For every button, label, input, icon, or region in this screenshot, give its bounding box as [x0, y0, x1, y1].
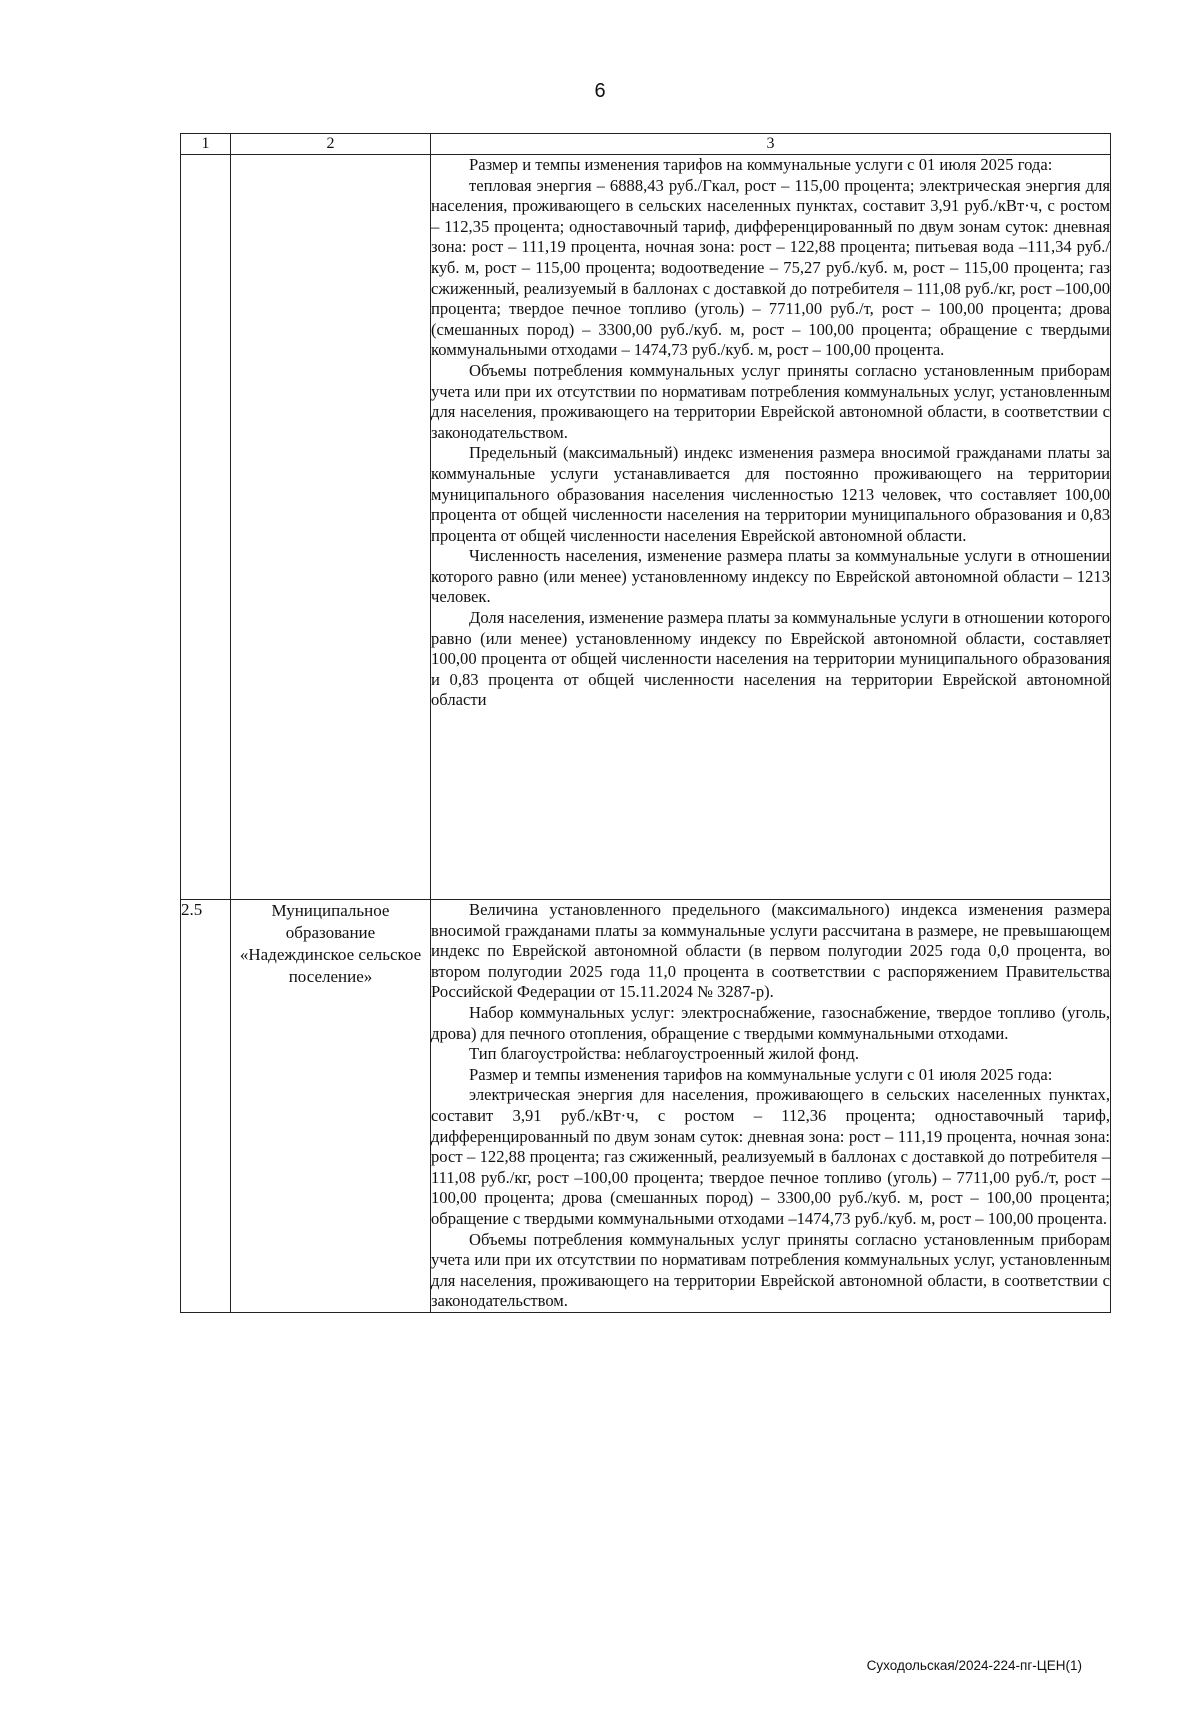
paragraph: Тип благоустройства: неблагоустроенный жилой фонд. — [469, 1044, 859, 1064]
table-header-row — [181, 134, 1111, 155]
document-reference-footer: Суходольская/2024-224-пг-ЦЕН(1) — [866, 1658, 1082, 1673]
page-number: 6 — [594, 80, 606, 102]
paragraph: Предельный (максимальный) индекс изменения размера вносимой гражданами платы за коммунальные услуги устанавливается для постоянно проживающего на территории муниципального образования населения численностью 1213 человек, что составляет 100,00 процента от общей численности населения на территории муниципального образования и 0,83 процента от общей численности населения Еврейской автономной области. — [431, 443, 1110, 545]
paragraph: Объемы потребления коммунальных услуг приняты согласно установленным приборам учета или при их отсутствии по нормативам потребления коммунальных услуг, установленным для населения, проживающего на территории Еврейской автономной области, в соответствии с законодательством. — [431, 1229, 1110, 1311]
table-row — [181, 900, 1111, 1313]
paragraph: электрическая энергия для населения, проживающего в сельских населенных пунктах, составит 3,91 руб./кВт·ч, с ростом – 112,36 процента; одноставочный тариф, дифференцированный по двум зонам суток: дневная зона: рост – 111,19 процента, ночная зона: рост – 122,88 процента; газ сжиженный, реализуемый в баллонах с доставкой до потребителя – 111,08 руб./кг, рост –100,00 процента; твердое печное топливо (уголь) – 7711,00 руб./т, рост – 100,00 процента; дрова (смешанных пород) – 3300,00 руб./куб. м, рост – 100,00 процента; обращение с твердыми коммунальными отходами –1474,73 руб./куб. м, рост – 100,00 процента. — [431, 1085, 1110, 1228]
municipality-name — [231, 155, 431, 900]
paragraph: Величина установленного предельного (максимального) индекса изменения размера вносимой гражданами платы за коммунальные услуги рассчитана в размере, не превышающем индекс по Еврейской автономной области (в первом полугодии 2025 года 0,0 процента, во втором полугодии 2025 года 11,0 процента в соответствии с распоряжением Правительства Российской Федерации от 15.11.2024 № 3287-р). — [431, 900, 1110, 1002]
paragraph: Размер и темпы изменения тарифов на коммунальные услуги с 01 июля 2025 года: — [469, 1064, 1053, 1084]
row-description — [431, 155, 1111, 900]
table-row — [181, 155, 1111, 900]
row-number — [181, 155, 231, 900]
tariff-table — [180, 133, 1111, 1313]
column-header-2: 2 — [231, 134, 431, 155]
municipality-name: Муниципальное образование «Надеждинское сельское поселение» — [231, 900, 431, 1313]
paragraph: Численность населения, изменение размера платы за коммунальные услуги в отношении которого равно (или менее) установленному индексу по Еврейской автономной области – 1213 человек. — [431, 546, 1110, 607]
row-number: 2.5 — [181, 900, 231, 1313]
column-header-3: 3 — [431, 134, 1111, 155]
paragraph: Доля населения, изменение размера платы за коммунальные услуги в отношении которого равно (или менее) установленному индексу по Еврейской автономной области, составляет 100,00 процента от общей численности населения на территории муниципального образования и 0,83 процента от общей численности населения на территории Еврейской автономной области — [431, 608, 1110, 710]
paragraph: Размер и темпы изменения тарифов на коммунальные услуги с 01 июля 2025 года: — [469, 155, 1053, 174]
paragraph: Набор коммунальных услуг: электроснабжение, газоснабжение, твердое топливо (уголь, дрова) для печного отопления, обращение с твердыми коммунальными отходами. — [431, 1002, 1110, 1043]
column-header-1: 1 — [181, 134, 231, 155]
paragraph: тепловая энергия – 6888,43 руб./Гкал, рост – 115,00 процента; электрическая энергия для населения, проживающего в сельских населенных пунктах, составит 3,91 руб./кВт·ч, с ростом – 112,35 процента; одноставочный тариф, дифференцированный по двум зонам суток: дневная зона: рост – 111,19 процента, ночная зона: рост – 122,88 процента; питьевая вода –111,34 руб./куб. м, рост – 115,00 процента; водоотведение – 75,27 руб./куб. м, рост – 115,00 процента; газ сжиженный, реализуемый в баллонах с доставкой до потребителя – 111,08 руб./кг, рост –100,00 процента; твердое печное топливо (уголь) – 7711,00 руб./т, рост – 100,00 процента; дрова (смешанных пород) – 3300,00 руб./куб. м, рост – 100,00 процента; обращение с твердыми коммунальными отходами – 1474,73 руб./куб. м, рост – 100,00 процента. — [431, 175, 1110, 360]
row-description — [431, 900, 1111, 1313]
paragraph: Объемы потребления коммунальных услуг приняты согласно установленным приборам учета или при их отсутствии по нормативам потребления коммунальных услуг, установленным для населения, проживающего на территории Еврейской автономной области, в соответствии с законодательством. — [431, 360, 1110, 442]
